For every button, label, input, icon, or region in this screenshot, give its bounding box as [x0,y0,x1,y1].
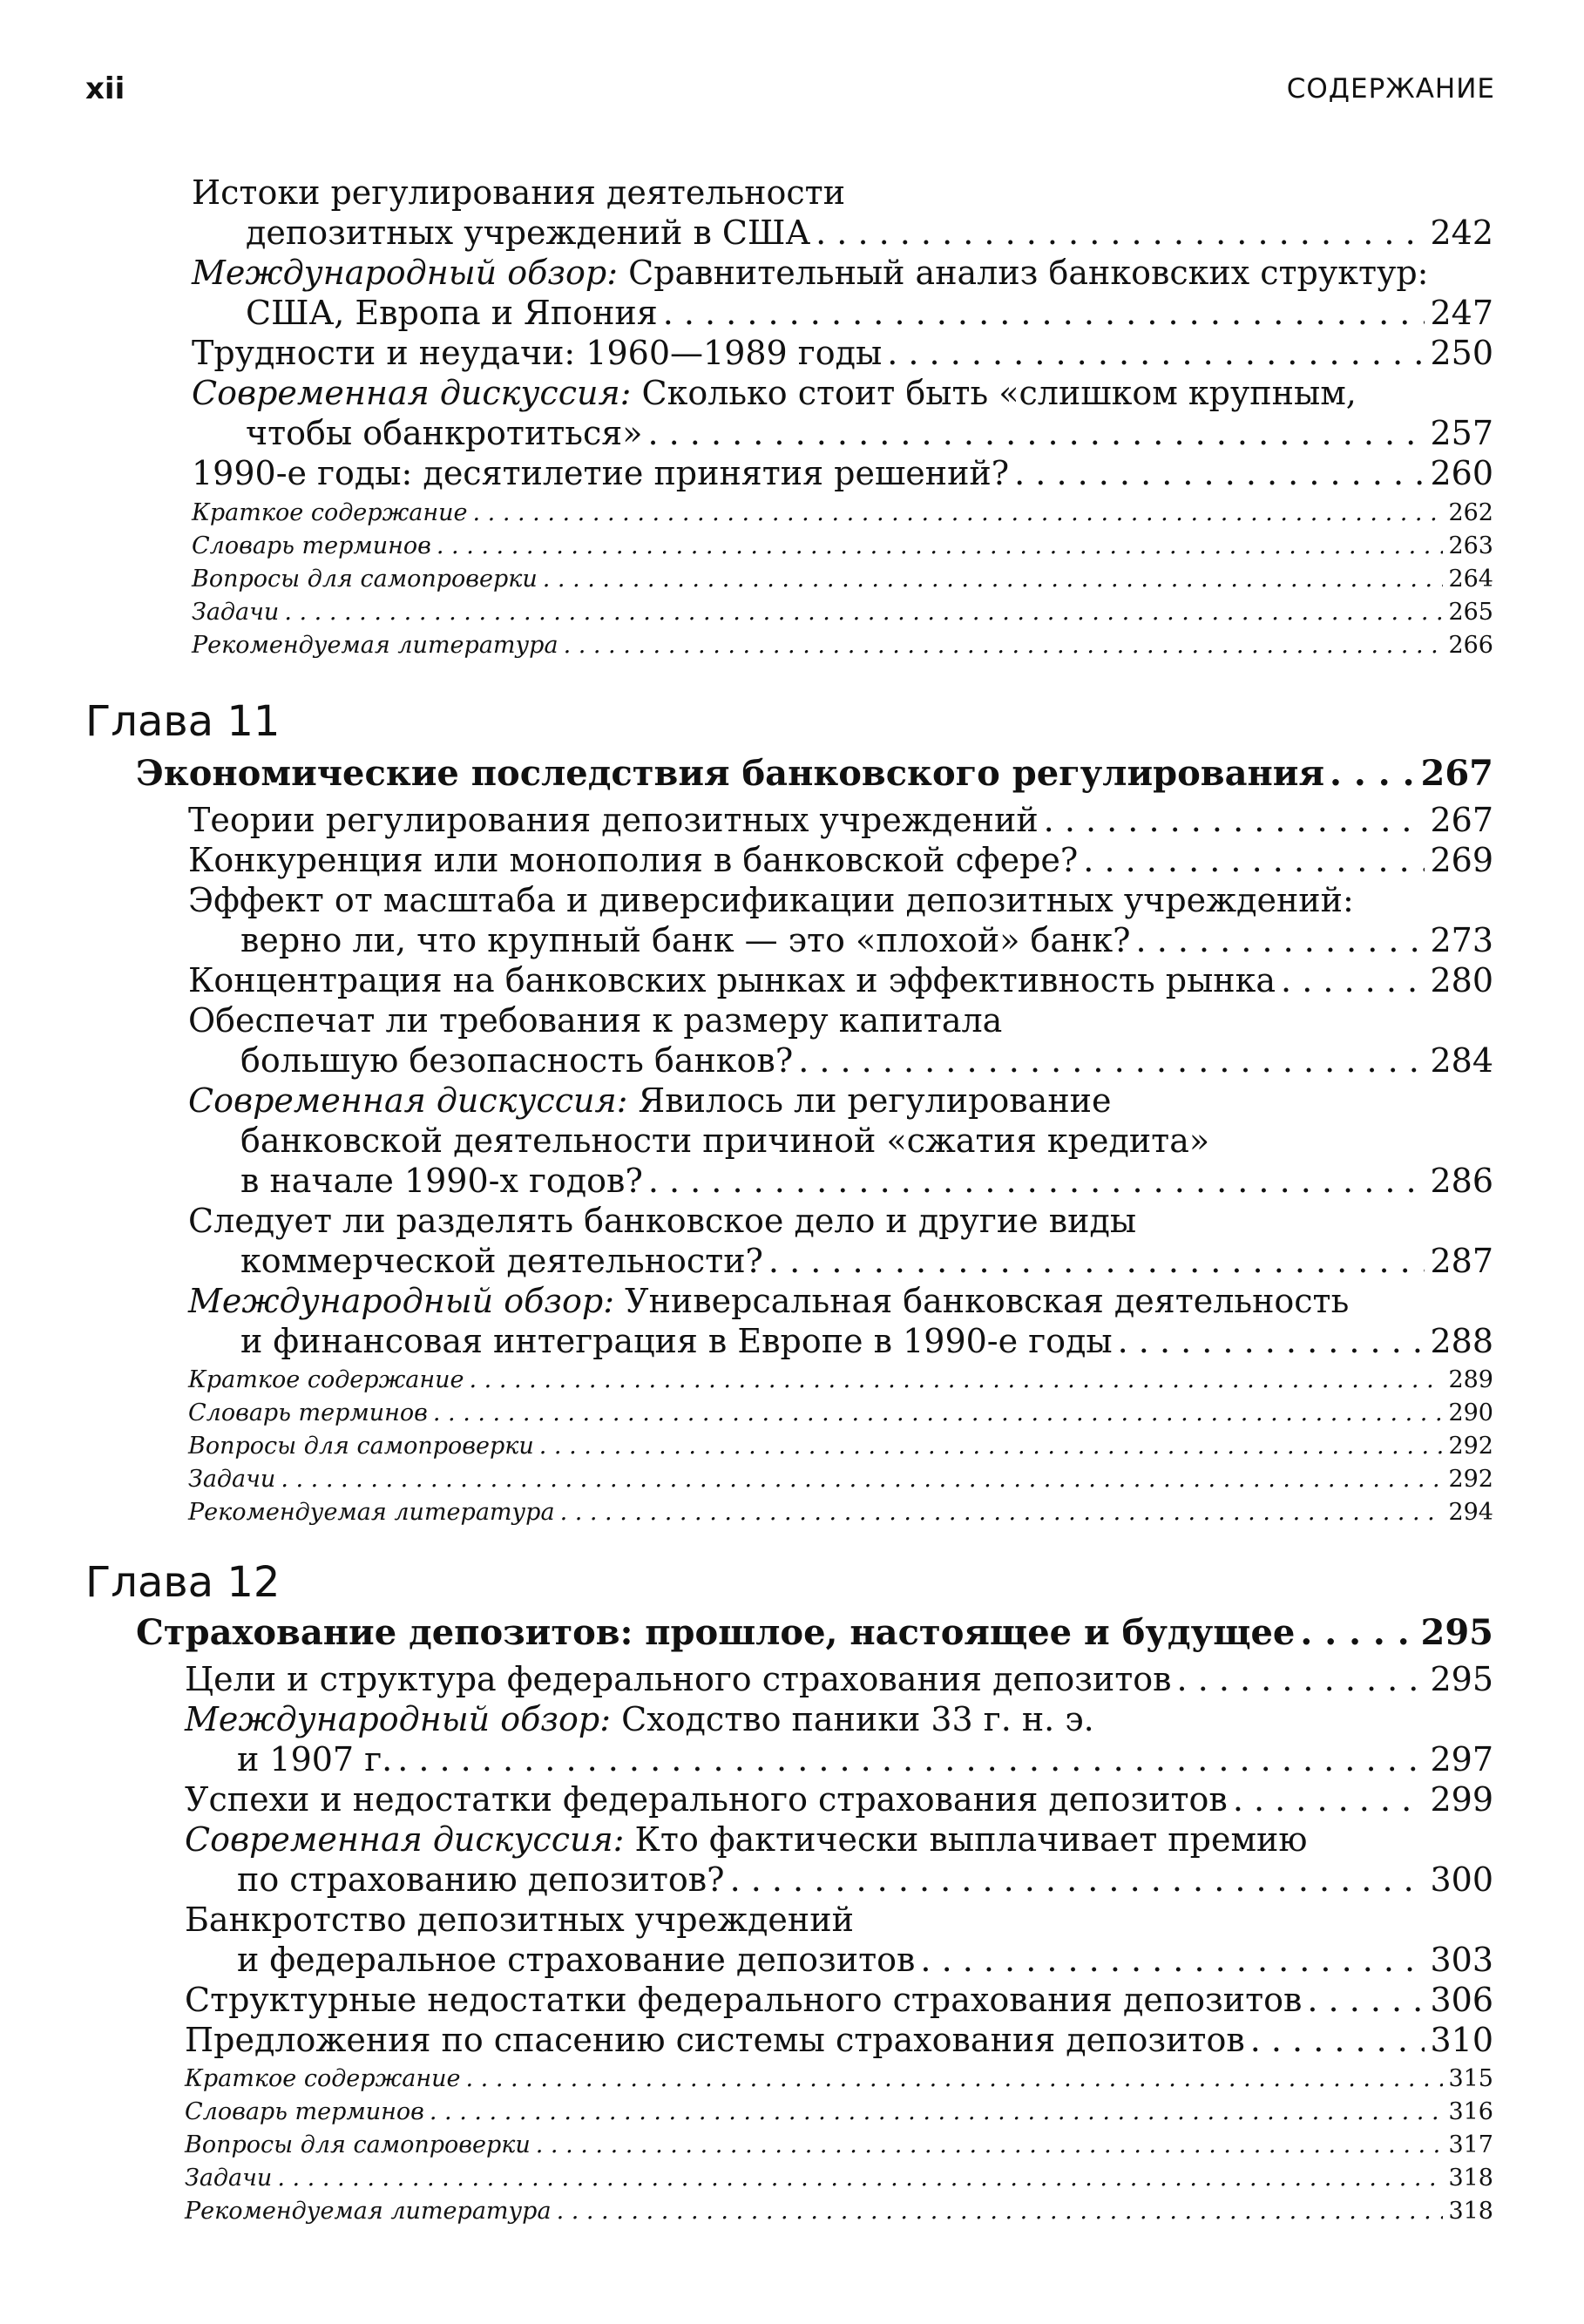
toc-entry: Конкуренция или монополия в банковской сфере? . . . 269 [188,840,1493,880]
chapter-heading: Глава 12 [85,1558,281,1607]
toc-entry-international-review: Международный обзор: Сходство паники 33 г. н. э. [185,1700,1094,1738]
toc-entry: в начале 1990-х годов? . . . 286 [240,1161,1493,1201]
toc-entry-international-review: Международный обзор: Сравнительный анализ банковских структур: [192,254,1429,292]
toc-subentry: Рекомендуемая литература . . . 294 [188,1499,1493,1527]
toc-subentry: Рекомендуемая литература . . . 318 [185,2198,1493,2226]
running-header: СОДЕРЖАНИЕ [1286,73,1495,105]
toc-entry: США, Европа и Япония . . . 247 [246,293,1493,333]
toc-entry: Теории регулирования депозитных учреждений . . . 267 [188,800,1493,840]
toc-entry: Трудности и неудачи: 1960—1989 годы . . . 250 [192,333,1493,373]
toc-entry: Структурные недостатки федерального страхования депозитов . . . 306 [185,1980,1493,2020]
toc-entry: и 1907 г. . . . 297 [237,1739,1493,1779]
toc-entry: Цели и структура федерального страхования депозитов . . . 295 [185,1659,1493,1699]
toc-subentry: Краткое содержание . . . 315 [185,2065,1493,2093]
toc-subentry: Словарь терминов . . . 316 [185,2098,1493,2126]
toc-subentry: Задачи . . . 292 [188,1466,1493,1494]
toc-entry-international-review: Международный обзор: Универсальная банковская деятельность [188,1282,1350,1320]
toc-subentry: Вопросы для самопроверки . . . 292 [188,1433,1493,1460]
toc-entry: и финансовая интеграция в Европе в 1990-е годы . . . 288 [240,1321,1493,1361]
toc-subentry: Словарь терминов . . . 290 [188,1399,1493,1427]
chapter-heading: Глава 11 [85,697,281,746]
toc-subentry: Словарь терминов . . . 263 [192,532,1493,560]
toc-subentry: Задачи . . . 318 [185,2165,1493,2192]
chapter-title: Страхование депозитов: прошлое, настоящее и будущее . . . 295 [136,1612,1493,1654]
toc-entry: Истоки регулирования деятельности [192,173,846,212]
toc-entry: коммерческой деятельности? . . . 287 [240,1241,1493,1281]
toc-entry: и федеральное страхование депозитов . . . 303 [237,1940,1493,1980]
toc-subentry: Задачи . . . 265 [192,599,1493,627]
toc-subentry: Рекомендуемая литература . . . 266 [192,632,1493,660]
chapter-title: Экономические последствия банковского регулирования . . . 267 [136,753,1493,795]
toc-entry-discussion: Современная дискуссия: Кто фактически выплачивает премию [185,1820,1308,1859]
toc-subentry: Вопросы для самопроверки . . . 317 [185,2131,1493,2159]
toc-subentry: Краткое содержание . . . 262 [192,499,1493,527]
toc-entry-discussion: Современная дискуссия: Явилось ли регулирование [188,1081,1112,1120]
page-number: xii [85,71,125,106]
toc-entry: Успехи и недостатки федерального страхования депозитов . . . 299 [185,1779,1493,1819]
toc-entry: Предложения по спасению системы страхования депозитов . . . 310 [185,2020,1493,2060]
toc-entry: Концентрация на банковских рынках и эффективность рынка . . . 280 [188,960,1493,1000]
toc-entry: верно ли, что крупный банк — это «плохой» банк? . . . 273 [240,920,1493,960]
toc-entry: по страхованию депозитов? . . . 300 [237,1860,1493,1900]
toc-entry: 1990-е годы: десятилетие принятия решений? . . . 260 [192,453,1493,493]
toc-entry: банковской деятельности причиной «сжатия кредита» [240,1121,1210,1160]
toc-entry: чтобы обанкротиться» . . . 257 [246,413,1493,453]
toc-entry: большую безопасность банков? . . . 284 [240,1040,1493,1081]
toc-entry: Банкротство депозитных учреждений [185,1901,854,1939]
toc-entry: депозитных учреждений в США . . . 242 [246,213,1493,253]
toc-subentry: Краткое содержание . . . 289 [188,1366,1493,1394]
toc-entry-discussion: Современная дискуссия: Сколько стоит быть «слишком крупным, [192,374,1357,412]
toc-entry: Эффект от масштаба и диверсификации депозитных учреждений: [188,881,1354,919]
toc-entry: Следует ли разделять банковское дело и другие виды [188,1202,1137,1240]
toc-subentry: Вопросы для самопроверки . . . 264 [192,566,1493,593]
toc-entry: Обеспечат ли требования к размеру капитала [188,1001,1003,1040]
